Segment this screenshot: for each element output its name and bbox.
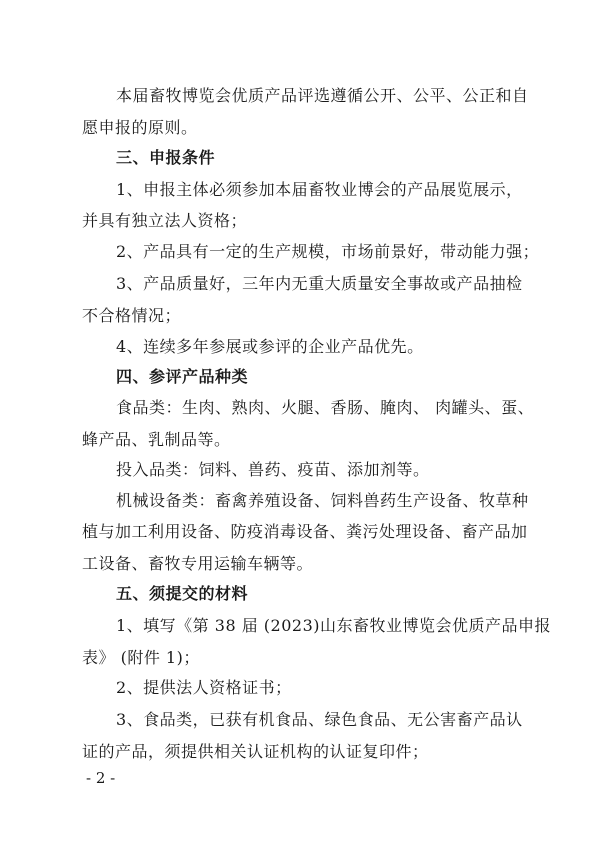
text-line: 投入品类：饲料、兽药、疫苗、添加剂等。 xyxy=(116,460,430,479)
text-line: 工设备、畜牧专用运输车辆等。 xyxy=(82,554,314,573)
text-line: 3、产品质量好，三年内无重大质量安全事故或产品抽检 xyxy=(116,274,523,293)
text-line: 本届畜牧博览会优质产品评选遵循公开、公平、公正和自 xyxy=(116,86,529,105)
text-line: 2、产品具有一定的生产规模，市场前景好，带动能力强； xyxy=(116,242,540,261)
text-line: 并具有独立法人资格； xyxy=(82,211,248,230)
text-line: 食品类：生肉、熟肉、火腿、香肠、腌肉、 肉罐头、蛋、 xyxy=(116,398,535,417)
section-heading: 三、申报条件 xyxy=(116,148,216,167)
text-line: 证的产品，须提供相关认证机构的认证复印件； xyxy=(82,742,429,761)
text-line: 1、填写《第 38 届 (2023)山东畜牧业博览会优质产品申报 xyxy=(116,616,552,635)
section-heading: 四、参评产品种类 xyxy=(116,367,249,386)
text-line: 植与加工利用设备、防疫消毒设备、粪污处理设备、畜产品加 xyxy=(82,522,528,541)
text-line: 4、连续多年参展或参评的企业产品优先。 xyxy=(116,337,424,356)
text-line: 2、提供法人资格证书； xyxy=(116,678,292,697)
text-line: 机械设备类：畜禽养殖设备、饲料兽药生产设备、牧草种 xyxy=(116,491,529,510)
text-line: 不合格情况； xyxy=(82,306,182,325)
text-line: 蜂产品、乳制品等。 xyxy=(82,430,231,449)
page-number: - 2 - xyxy=(86,769,116,787)
text-line: 1、申报主体必须参加本届畜牧业博会的产品展览展示， xyxy=(116,180,523,199)
text-line: 愿申报的原则。 xyxy=(82,118,198,137)
text-line: 表》 (附件 1)； xyxy=(82,648,200,667)
text-line: 3、食品类，已获有机食品、绿色食品、无公害畜产品认 xyxy=(116,710,523,729)
section-heading: 五、须提交的材料 xyxy=(116,584,249,603)
